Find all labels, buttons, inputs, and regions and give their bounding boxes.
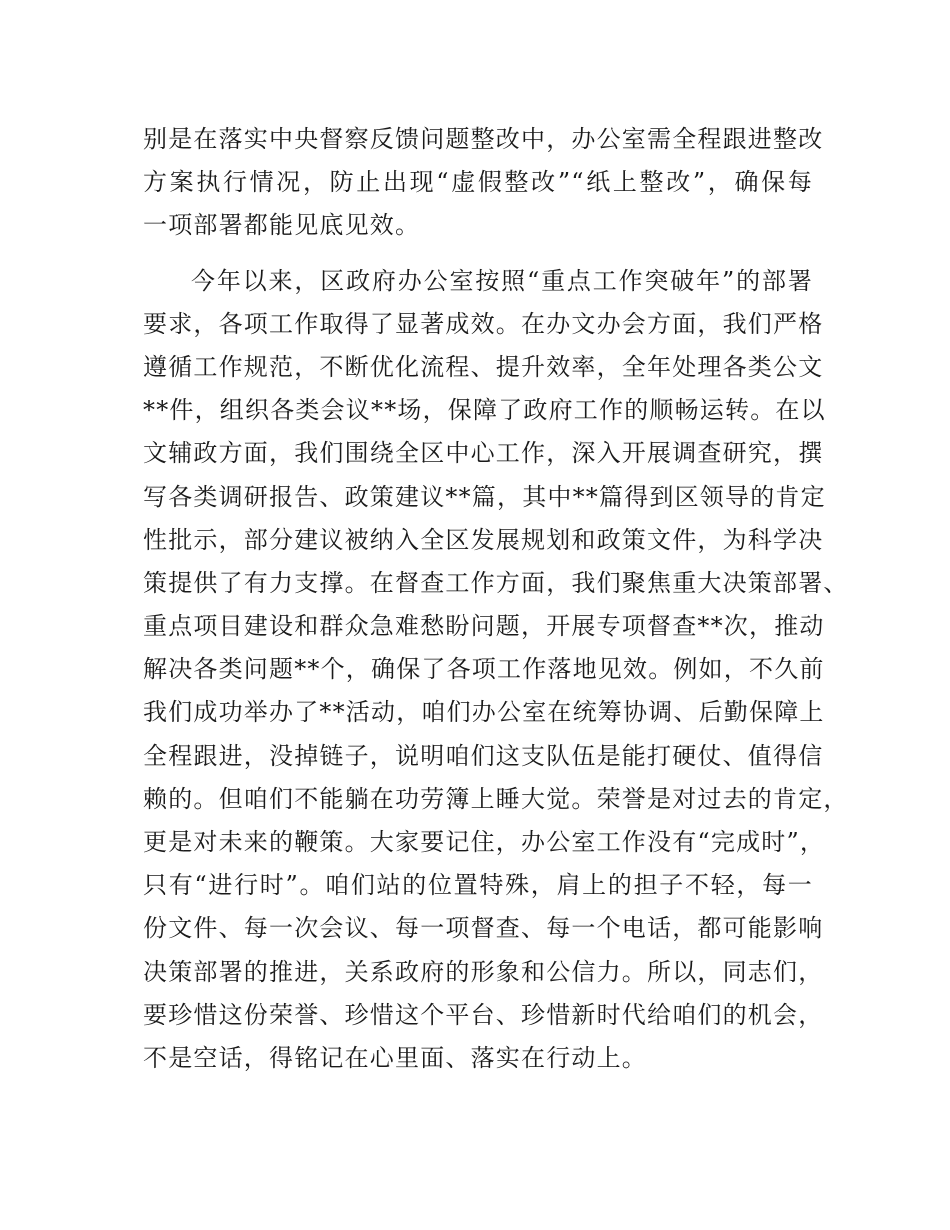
paragraph-spacer [143, 248, 813, 260]
text-line: 不是空话，得铭记在心里面、落实在行动上。 [143, 1043, 647, 1072]
text-line: **件，组织各类会议**场，保障了政府工作的顺畅运转。在以 [143, 396, 826, 425]
text-line: 别是在落实中央督察反馈问题整改中，办公室需全程跟进整改 [143, 125, 824, 153]
paragraph-1 [143, 118, 824, 248]
text-line: 重点项目建设和群众急难愁盼问题，开展专项督查**次，推动 [143, 612, 825, 641]
text-line: 解决各类问题**个，确保了各项工作落地见效。例如，不久前 [143, 655, 825, 684]
paragraph-2 [143, 260, 849, 1081]
document-body [143, 118, 849, 1080]
text-line: 方案执行情况，防止出现“虚假整改”“纸上整改”，确保每 [143, 168, 813, 197]
text-line: 只有“进行时”。咱们站的位置特殊，肩上的担子不轻，每一 [143, 871, 813, 900]
text-line: 文辅政方面，我们围绕全区中心工作，深入开展调查研究，撰 [143, 439, 824, 468]
text-line: 性批示，部分建议被纳入全区发展规划和政策文件，为科学决 [143, 525, 824, 554]
text-line: 更是对未来的鞭策。大家要记住，办公室工作没有“完成时”， [143, 828, 826, 856]
text-line: 决策部署的推进，关系政府的形象和公信力。所以，同志们， [143, 957, 824, 986]
text-line: 策提供了有力支撑。在督查工作方面，我们聚焦重大决策部署、 [143, 568, 849, 597]
text-line: 遵循工作规范，不断优化流程、提升效率，全年处理各类公文 [143, 352, 824, 381]
text-line: 写各类调研报告、政策建议**篇，其中**篇得到区领导的肯定 [143, 482, 826, 511]
text-line: 我们成功举办了**活动，咱们办公室在统筹协调、后勤保障上 [143, 698, 825, 727]
text-line: 全程跟进，没掉链子，说明咱们这支队伍是能打硬仗、值得信 [143, 741, 824, 770]
text-line: 一项部署都能见底见效。 [143, 211, 421, 240]
text-line: 份文件、每一次会议、每一项督查、每一个电话，都可能影响 [143, 914, 824, 943]
text-line: 今年以来，区政府办公室按照“重点工作突破年”的部署 [191, 266, 813, 295]
text-line: 赖的。但咱们不能躺在功劳簿上睡大觉。荣誉是对过去的肯定， [143, 784, 849, 813]
text-line: 要珍惜这份荣誉、珍惜这个平台、珍惜新时代给咱们的机会， [143, 1000, 824, 1029]
text-line: 要求，各项工作取得了显著成效。在办文办会方面，我们严格 [143, 309, 824, 338]
